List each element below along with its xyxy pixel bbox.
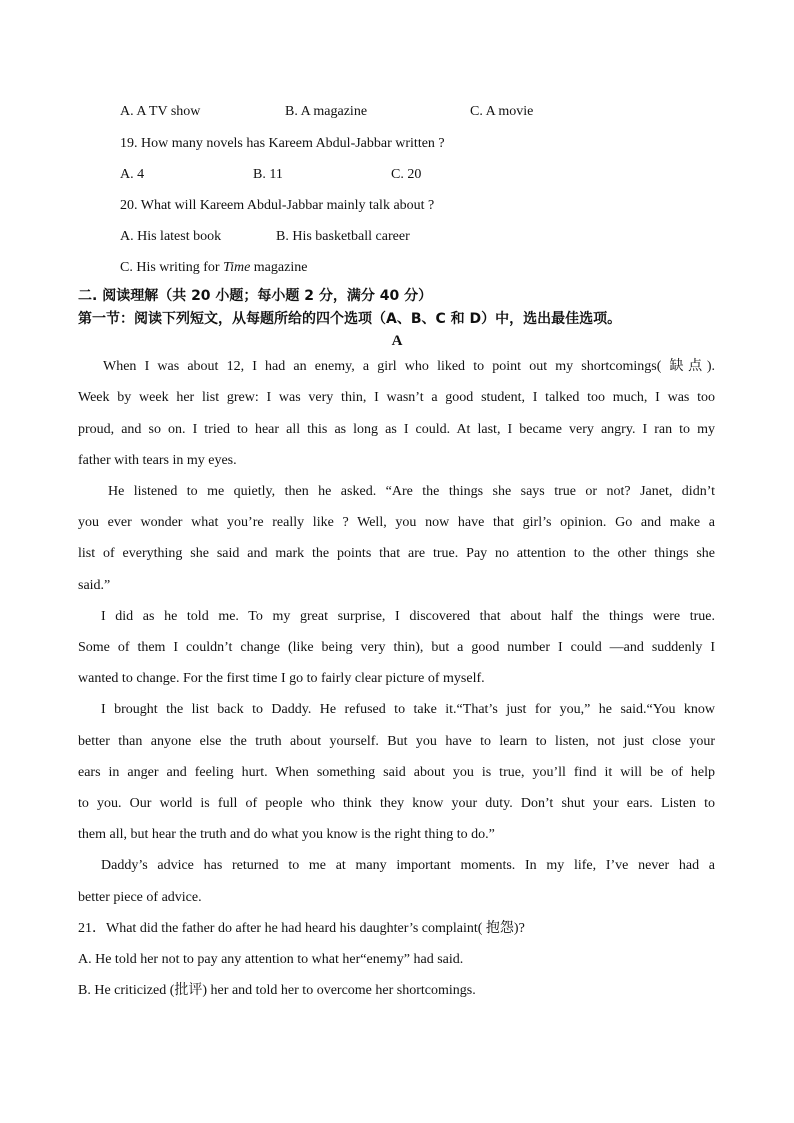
passage-line: father with tears in my eyes. bbox=[78, 453, 237, 468]
passage-line: proud, and so on. I tried to hear all this as long as I could. At last, I became very angry. I ran to my bbox=[78, 422, 715, 437]
passage-line: list of everything she said and mark the points that are true. Pay no attention to the other things she bbox=[78, 546, 715, 561]
passage-line: better piece of advice. bbox=[78, 890, 202, 905]
q18-option-b: B. A magazine bbox=[285, 104, 368, 119]
passage-line: better than anyone else the truth about yourself. But you have to learn to listen, not just close your bbox=[78, 734, 715, 749]
passage-line: Week by week her list grew: I was very thin, I wasn’t a good student, I talked too much, I was too bbox=[78, 390, 715, 405]
passage-line: you ever wonder what you’re really like ? Well, you now have that girl’s opinion. Go and make a bbox=[78, 515, 715, 530]
q20-option-c bbox=[120, 259, 307, 277]
passage-line: to you. Our world is full of people who think they know your duty. Don’t shut your ears. Listen to bbox=[78, 796, 715, 811]
q20-option-c-prefix: C. His writing for bbox=[120, 260, 224, 275]
q19-option-a: A. 4 bbox=[120, 167, 145, 182]
q20-stem: 20. What will Kareem Abdul-Jabbar mainly talk about ? bbox=[120, 198, 435, 213]
q21-stem: 21．What did the father do after he had heard his daughter’s complaint( 抱怨)? bbox=[78, 921, 525, 936]
passage-line: Some of them I couldn’t change (like being very thin), but a good number I could —and suddenly I bbox=[78, 640, 715, 655]
q18-option-a: A. A TV show bbox=[120, 104, 201, 119]
q21-option-b: B. He criticized (批评) her and told her to overcome her shortcomings. bbox=[78, 983, 476, 998]
passage-line: I did as he told me. To my great surprise, I discovered that about half the things were true. bbox=[101, 609, 715, 624]
section-heading: 二. 阅读理解（共 20 小题；每小题 2 分，满分 40 分） bbox=[78, 288, 433, 304]
passage-line: Daddy’s advice has returned to me at many important moments. In my life, I’ve never had a bbox=[101, 858, 715, 873]
q18-options-row bbox=[120, 103, 200, 121]
passage-line: them all, but hear the truth and do what you know is the right thing to do.” bbox=[78, 827, 495, 842]
q20-option-a: A. His latest book bbox=[120, 229, 222, 244]
passage-line: When I was about 12, I had an enemy, a girl who liked to point out my shortcomings( 缺点). bbox=[103, 359, 715, 374]
q20-option-c-suffix: magazine bbox=[250, 260, 308, 275]
passage-line: said.” bbox=[78, 578, 111, 593]
section-instruction: 第一节：阅读下列短文，从每题所给的四个选项（A、B、C 和 D）中，选出最佳选项。 bbox=[78, 311, 622, 327]
passage-line: He listened to me quietly, then he asked. “Are the things she says true or not? Janet, didn’t bbox=[108, 484, 715, 499]
q19-option-c: C. 20 bbox=[391, 167, 422, 182]
passage-line: wanted to change. For the first time I go to fairly clear picture of myself. bbox=[78, 671, 485, 686]
q18-option-c: C. A movie bbox=[470, 104, 534, 119]
passage-line: I brought the list back to Daddy. He refused to take it.“That’s just for you,” he said.“You know bbox=[101, 702, 715, 717]
passage-label: A bbox=[391, 333, 403, 349]
q20-option-c-italic: Time bbox=[223, 260, 251, 275]
q19-stem: 19. How many novels has Kareem Abdul-Jabbar written ? bbox=[120, 136, 445, 151]
q20-option-b: B. His basketball career bbox=[276, 229, 410, 244]
passage-line: ears in anger and feeling hurt. When something said about you is true, you’ll find it will be of help bbox=[78, 765, 715, 780]
q21-option-a: A. He told her not to pay any attention to what her“enemy” had said. bbox=[78, 952, 464, 967]
q19-option-b: B. 11 bbox=[253, 167, 283, 182]
